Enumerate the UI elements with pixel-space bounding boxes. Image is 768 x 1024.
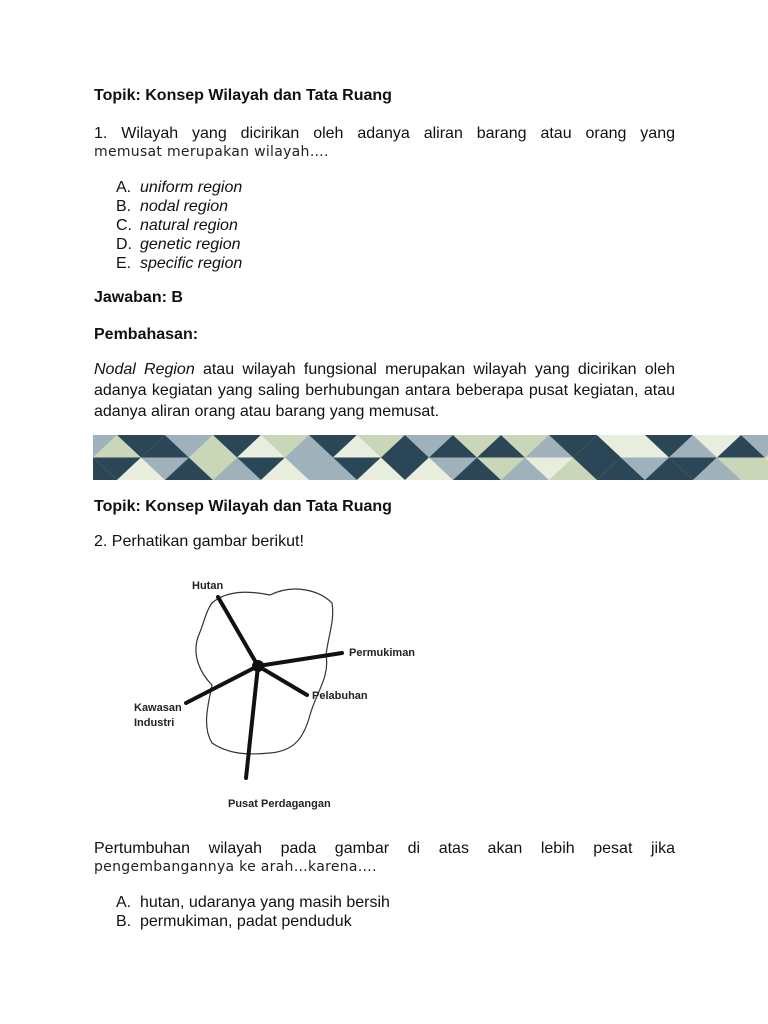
options-list-1 bbox=[116, 178, 242, 273]
label-pelabuhan: Pelabuhan bbox=[312, 690, 368, 702]
discussion-term: Nodal Region bbox=[94, 361, 195, 378]
option-b: B. nodal region bbox=[116, 198, 229, 215]
topic-heading-1: Topik: Konsep Wilayah dan Tata Ruang bbox=[94, 87, 392, 104]
line-permukiman bbox=[258, 653, 342, 666]
discussion-body: atau wilayah fungsional merupakan wilayah yang dicirikan oleh adanya kegiatan yang saling berhubungan antara beberapa pusat kegiatan, atau adanya aliran orang atau barang yang memusat. bbox=[94, 361, 676, 420]
nodal-region-diagram bbox=[120, 565, 440, 815]
center-node bbox=[252, 660, 264, 672]
option-c: C. natural region bbox=[116, 217, 238, 234]
line-pusat-perdagangan bbox=[246, 666, 258, 778]
answer-label: Jawaban: B bbox=[94, 289, 183, 306]
question-1 bbox=[94, 124, 675, 162]
discussion-text bbox=[94, 359, 675, 422]
question-2-prompt: 2. Perhatikan gambar berikut! bbox=[94, 533, 304, 550]
label-pusat-perdagangan: Pusat Perdagangan bbox=[228, 798, 331, 810]
question-2-line-1: Pertumbuhan wilayah pada gambar di atas akan lebih pesat jika bbox=[94, 840, 675, 857]
topic-heading-2: Topik: Konsep Wilayah dan Tata Ruang bbox=[94, 498, 392, 515]
option-2a: A. hutan, udaranya yang masih bersih bbox=[116, 894, 390, 911]
option-a: A. uniform region bbox=[116, 179, 243, 196]
flow-lines bbox=[186, 597, 342, 778]
triangle-pattern-divider bbox=[93, 435, 768, 480]
option-e: E. specific region bbox=[116, 255, 243, 272]
question-2 bbox=[94, 839, 675, 877]
question-1-line-2: memusat merupakan wilayah…. bbox=[94, 144, 329, 160]
label-hutan: Hutan bbox=[192, 580, 224, 592]
option-d: D. genetic region bbox=[116, 236, 241, 253]
line-hutan bbox=[218, 597, 258, 666]
question-2-line-2: pengembangannya ke arah…karena…. bbox=[94, 859, 377, 875]
line-kawasan-industri bbox=[186, 666, 258, 703]
label-permukiman: Permukiman bbox=[349, 647, 416, 659]
options-list-2 bbox=[116, 893, 390, 931]
discussion-title: Pembahasan: bbox=[94, 326, 199, 343]
label-kawasan: Kawasan bbox=[134, 702, 182, 714]
label-industri: Industri bbox=[134, 717, 175, 729]
question-1-line-1: 1. Wilayah yang dicirikan oleh adanya aliran barang atau orang yang bbox=[94, 125, 675, 142]
option-2b: B. permukiman, padat penduduk bbox=[116, 913, 352, 930]
line-pelabuhan bbox=[258, 666, 307, 695]
